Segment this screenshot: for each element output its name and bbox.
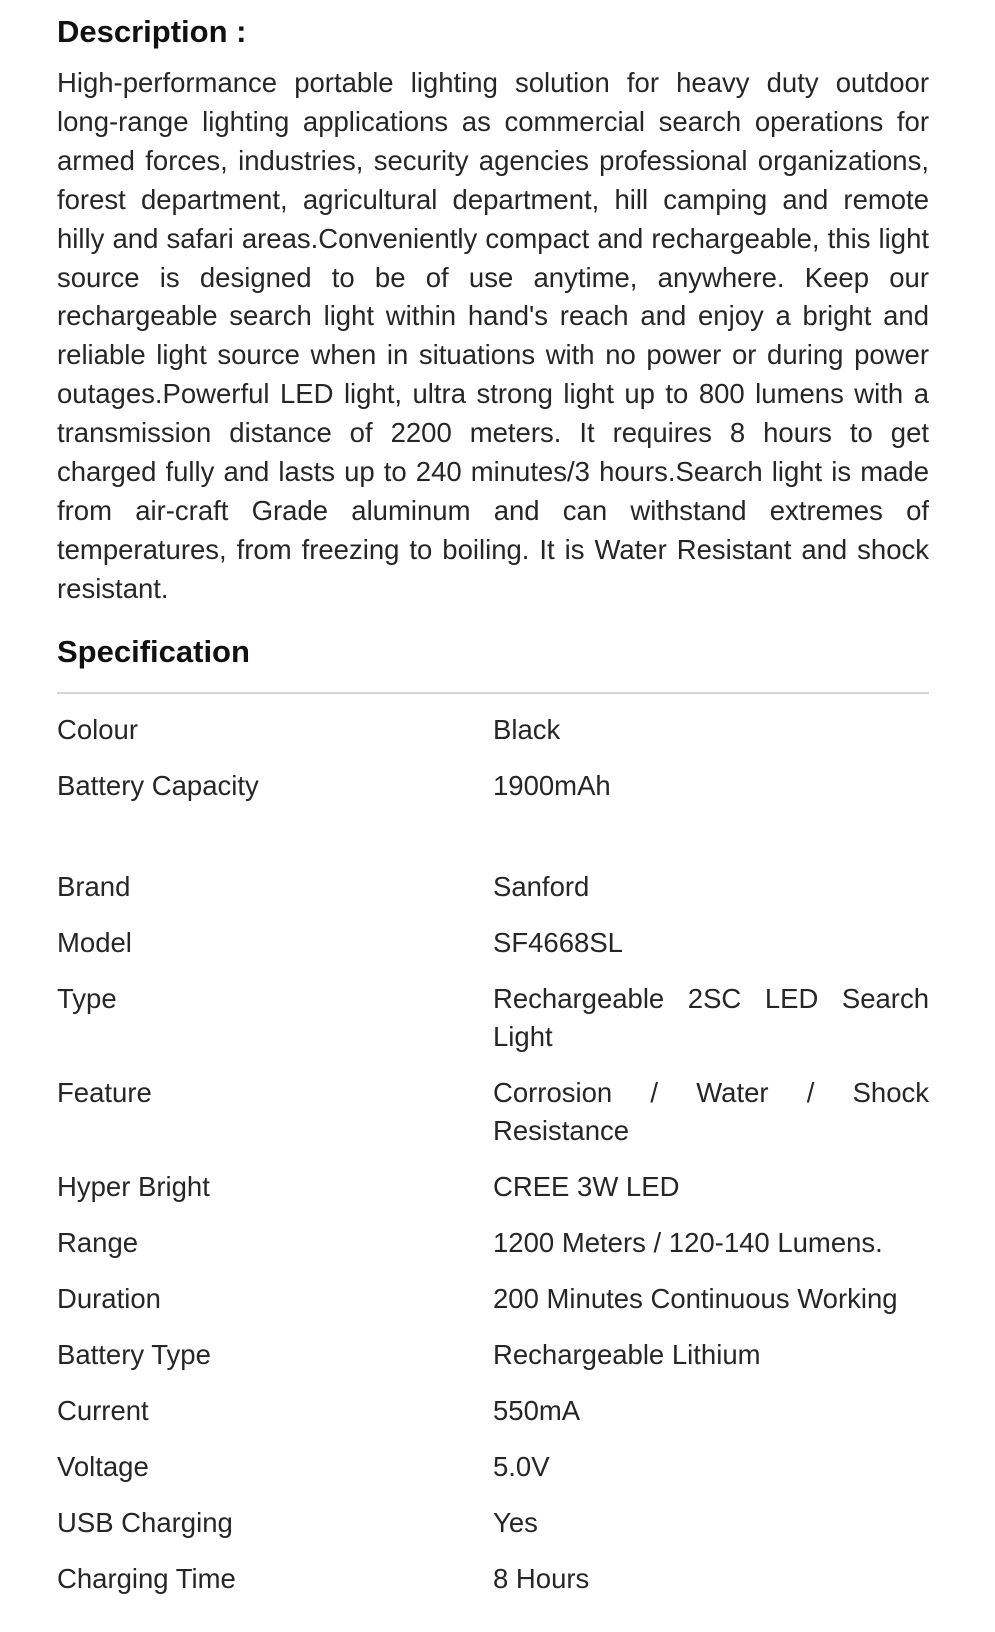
description-heading: Description :	[57, 14, 247, 49]
spec-label: Range	[57, 1227, 139, 1258]
spec-value: 550mA	[493, 1395, 581, 1426]
spec-row-duration	[57, 1280, 929, 1318]
spec-row-usb-charging	[57, 1504, 929, 1542]
specification-heading: Specification	[57, 634, 250, 669]
spec-label: Duration	[57, 1283, 161, 1314]
spec-label: Model	[57, 927, 132, 958]
spec-value: Rechargeable 2SC LED Search Light	[493, 983, 929, 1052]
spec-row-battery-capacity	[57, 767, 929, 805]
spec-row-brand	[57, 868, 929, 906]
spec-label: Type	[57, 983, 117, 1014]
spec-row-type	[57, 980, 929, 1056]
spec-value: 5.0V	[493, 1451, 550, 1482]
spec-label: Hyper Bright	[57, 1171, 210, 1202]
spec-value: 1200 Meters / 120-140 Lumens.	[493, 1227, 883, 1258]
spec-value: Corrosion / Water / Shock Resistance	[493, 1077, 929, 1146]
spec-label: Colour	[57, 714, 139, 745]
spec-value: 200 Minutes Continuous Working	[493, 1283, 898, 1314]
spec-row-charging-time	[57, 1560, 929, 1598]
spec-value: SF4668SL	[493, 927, 623, 958]
spec-value: 1900mAh	[493, 770, 611, 801]
spec-value: Sanford	[493, 871, 590, 902]
description-text: High-performance portable lighting solution for heavy duty outdoor long-range lighting applications as commercial search operations for armed forces, industries, security agencies professional organizations, forest department, agricultural department, hill camping and remote hilly and safari areas.Conveniently compact and rechargeable, this light source is designed to be of use anytime, anywhere. Keep our rechargeable search light within hand's reach and enjoy a bright and reliable light source when in situations with no power or during power outages.Powerful LED light, ultra strong light up to 800 lumens with a transmission distance of 2200 meters. It requires 8 hours to get charged fully and lasts up to 240 minutes/3 hours.Search light is made from air-craft Grade aluminum and can withstand extremes of temperatures, from freezing to boiling. It is Water Resistant and shock resistant.	[57, 67, 929, 604]
spec-value: 8 Hours	[493, 1563, 590, 1594]
spec-label: Battery Capacity	[57, 770, 259, 801]
spec-row-feature	[57, 1074, 929, 1150]
specification-table	[57, 694, 929, 1598]
spec-value: Rechargeable Lithium	[493, 1339, 761, 1370]
spec-label: Current	[57, 1395, 149, 1426]
spec-value: Black	[493, 714, 561, 745]
spec-label: Brand	[57, 871, 131, 902]
spec-value: Yes	[493, 1507, 538, 1538]
spec-row-voltage	[57, 1448, 929, 1486]
spec-label: Charging Time	[57, 1563, 236, 1594]
spec-row-colour	[57, 711, 929, 749]
spec-value: CREE 3W LED	[493, 1171, 680, 1202]
spec-row-range	[57, 1224, 929, 1262]
spec-row-battery-type	[57, 1336, 929, 1374]
spec-row-hyper-bright	[57, 1168, 929, 1206]
spec-label: Battery Type	[57, 1339, 211, 1370]
spec-label: Feature	[57, 1077, 152, 1108]
spec-row-model	[57, 924, 929, 962]
spec-row-current	[57, 1392, 929, 1430]
spec-label: Voltage	[57, 1451, 149, 1482]
spec-label: USB Charging	[57, 1507, 233, 1538]
